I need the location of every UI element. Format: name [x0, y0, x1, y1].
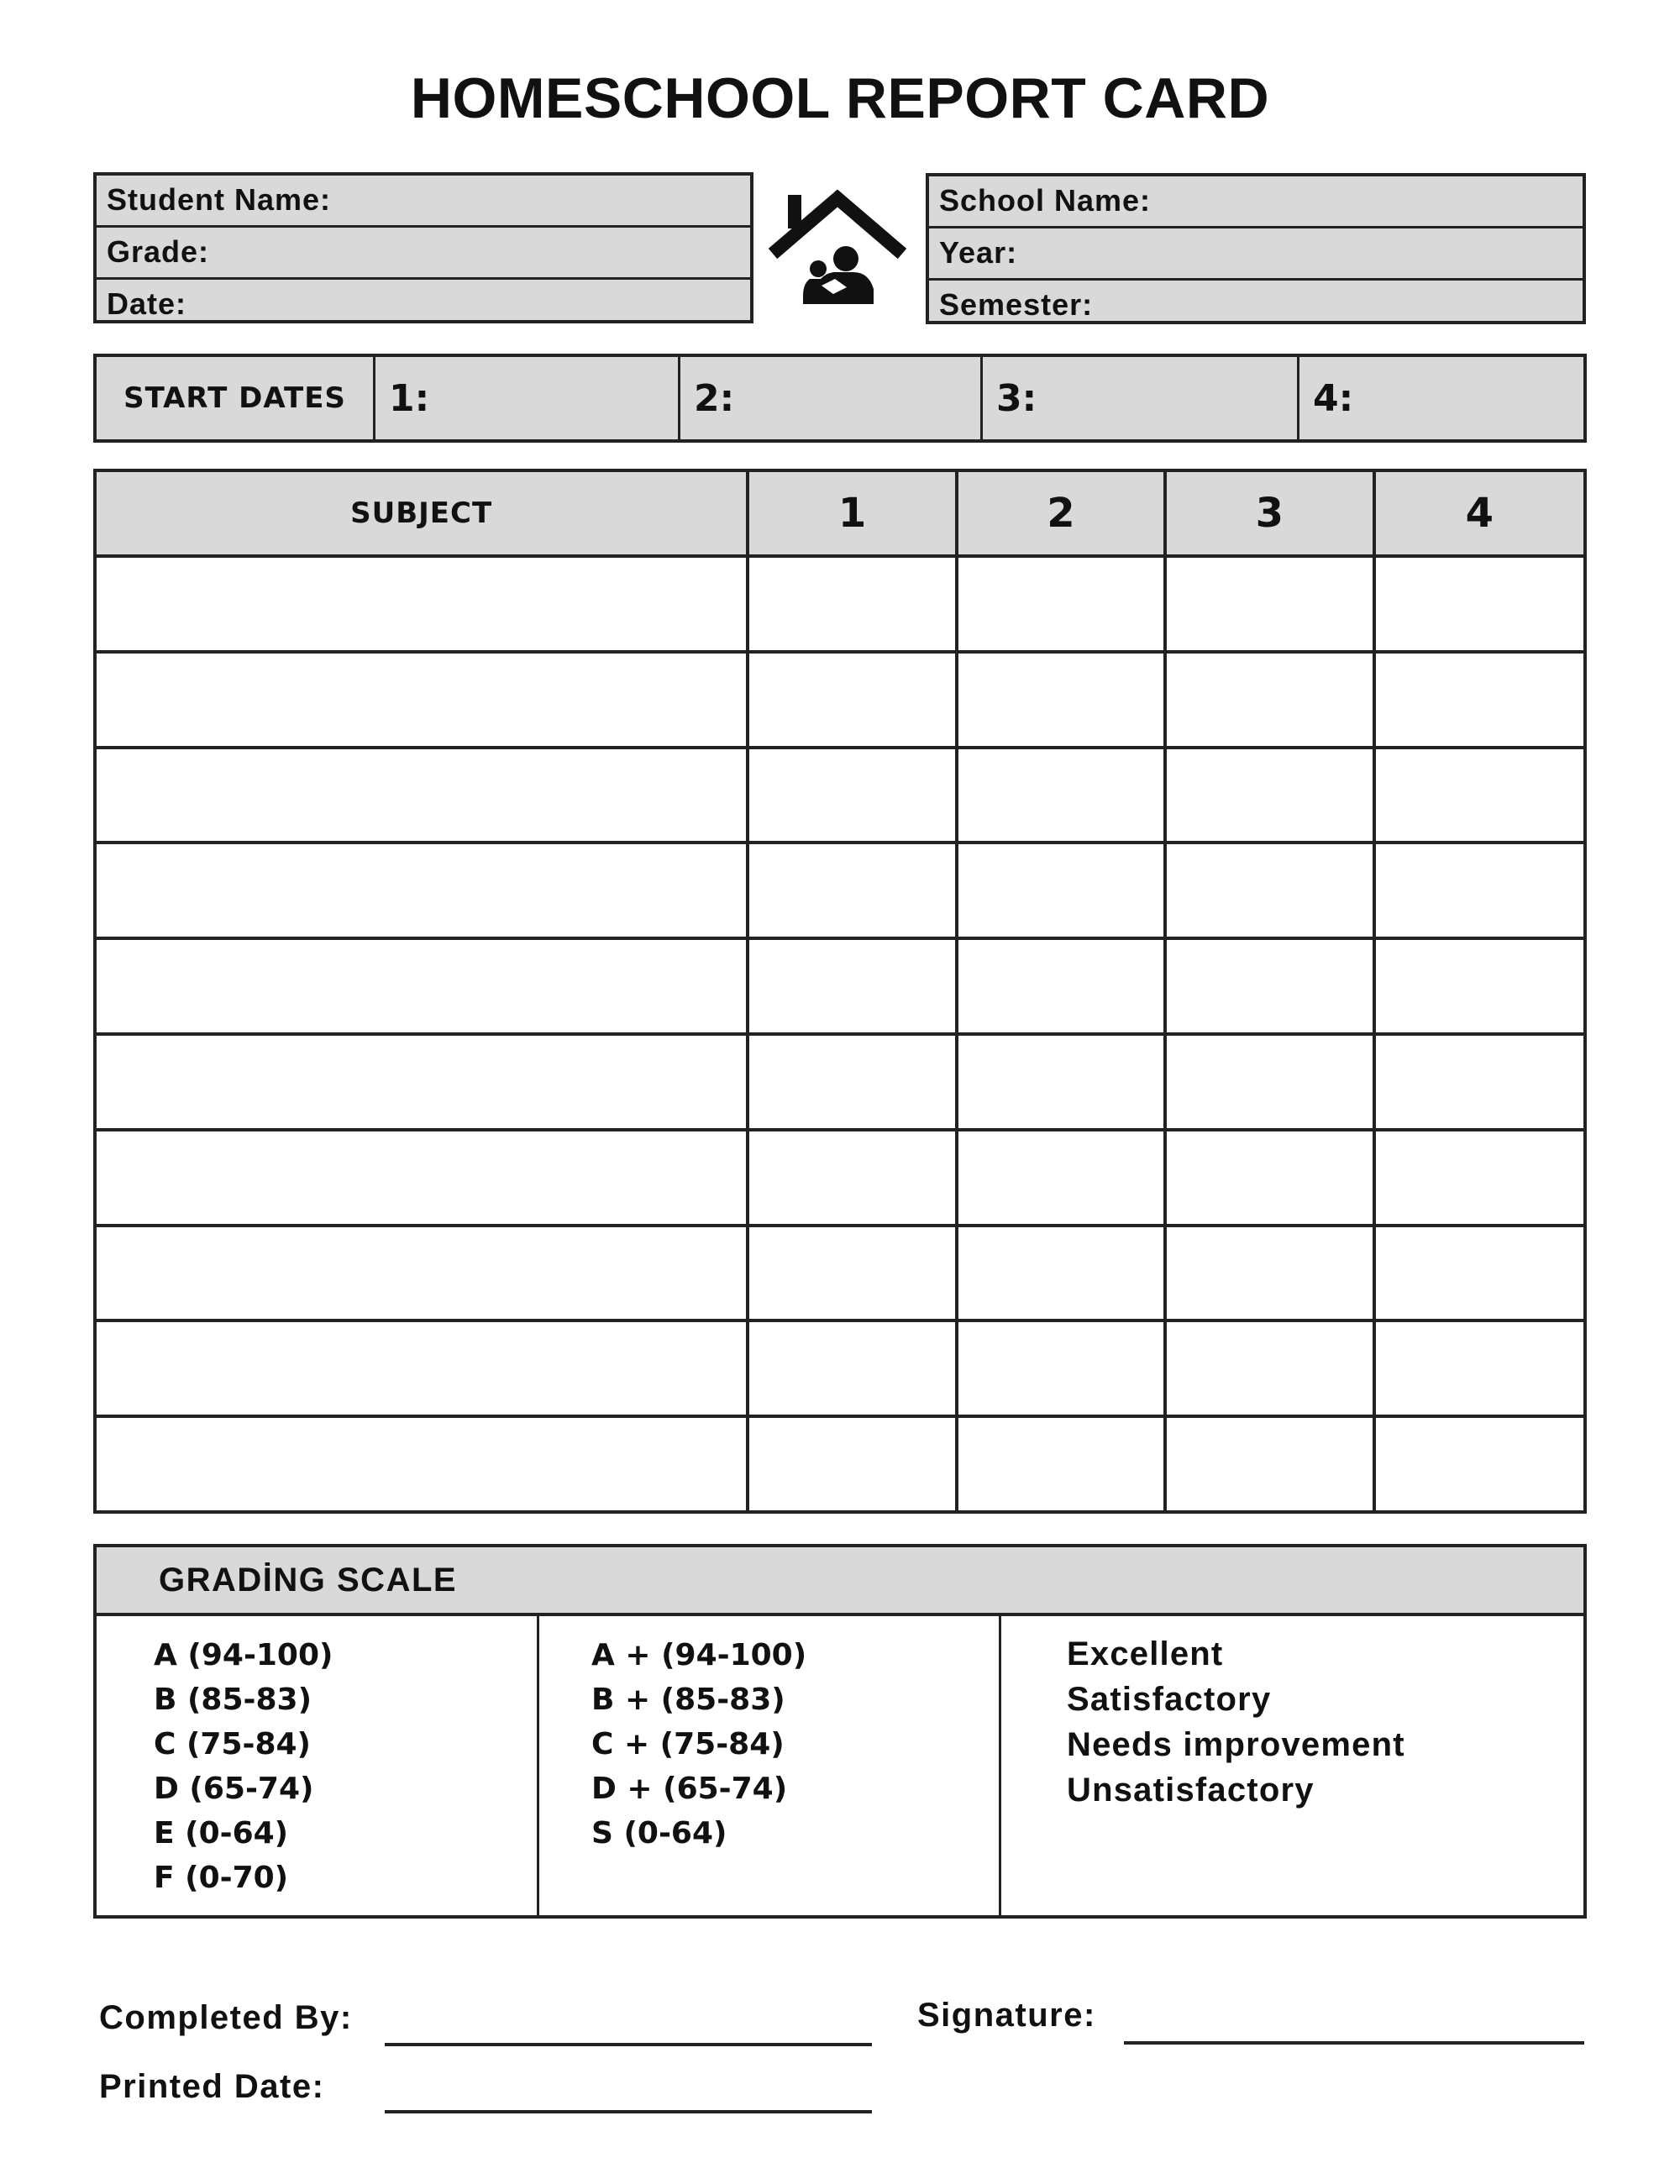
grade-cell[interactable] [1165, 938, 1373, 1034]
start-date-2-field[interactable]: 2: [680, 357, 983, 439]
subject-cell[interactable] [95, 938, 748, 1034]
grades-table [93, 469, 1587, 1514]
grade-cell[interactable] [1374, 843, 1585, 938]
table-row [95, 1416, 1585, 1512]
printed-date-label: Printed Date: [99, 2068, 325, 2105]
grades-header-row [95, 470, 1585, 556]
grade-cell[interactable] [748, 938, 956, 1034]
plus-grade-item: S (0-64) [591, 1816, 727, 1851]
grade-cell[interactable] [1165, 1226, 1373, 1321]
grade-cell[interactable] [957, 556, 1165, 652]
grade-cell[interactable] [1374, 938, 1585, 1034]
completed-by-label: Completed By: [99, 1999, 353, 2036]
table-row [95, 652, 1585, 748]
letter-grade-item: A (94-100) [154, 1638, 333, 1672]
table-row [95, 1034, 1585, 1130]
letter-grades-list [97, 1616, 539, 1919]
grade-cell[interactable] [1374, 1226, 1585, 1321]
grade-cell[interactable] [1374, 652, 1585, 748]
subject-cell[interactable] [95, 1320, 748, 1416]
subject-cell[interactable] [95, 1226, 748, 1321]
grade-cell[interactable] [1374, 748, 1585, 843]
plus-grade-item: C + (75-84) [591, 1727, 785, 1761]
subject-cell[interactable] [95, 1034, 748, 1130]
page-title: HOMESCHOOL REPORT CARD [410, 66, 1270, 130]
grade-cell[interactable] [1374, 1034, 1585, 1130]
letter-grade-item: B (85-83) [154, 1683, 312, 1717]
grade-cell[interactable] [957, 652, 1165, 748]
subject-cell[interactable] [95, 652, 748, 748]
plus-grade-item: B + (85-83) [591, 1683, 785, 1717]
plus-grade-item: A + (94-100) [591, 1638, 807, 1672]
plus-grade-item: D + (65-74) [591, 1772, 788, 1806]
grade-cell[interactable] [748, 748, 956, 843]
student-name-field[interactable]: Student Name: [97, 176, 750, 228]
grade-cell[interactable] [1374, 1416, 1585, 1512]
grade-cell[interactable] [1165, 652, 1373, 748]
grade-cell[interactable] [1374, 556, 1585, 652]
year-field[interactable]: Year: [929, 228, 1583, 281]
grading-scale-title: GRADİNG SCALE [97, 1547, 1583, 1616]
grade-cell[interactable] [748, 652, 956, 748]
subject-cell[interactable] [95, 556, 748, 652]
signature-label: Signature: [917, 1997, 1096, 2034]
house-parent-child-icon [766, 185, 909, 311]
school-name-field[interactable]: School Name: [929, 176, 1583, 228]
subject-cell[interactable] [95, 843, 748, 938]
table-row [95, 938, 1585, 1034]
table-row [95, 748, 1585, 843]
grade-cell[interactable] [1165, 1320, 1373, 1416]
descriptor-item: Unsatisfactory [1067, 1772, 1315, 1809]
grade-cell[interactable] [748, 1130, 956, 1226]
subject-cell[interactable] [95, 1130, 748, 1226]
grade-cell[interactable] [957, 1034, 1165, 1130]
descriptors-list [1001, 1616, 1583, 1919]
letter-grade-item: F (0-70) [154, 1861, 289, 1895]
descriptor-item: Needs improvement [1067, 1726, 1405, 1763]
table-row [95, 1226, 1585, 1321]
grade-cell[interactable] [957, 1130, 1165, 1226]
student-info-box [93, 172, 753, 323]
grade-cell[interactable] [957, 1320, 1165, 1416]
grade-cell[interactable] [1165, 1034, 1373, 1130]
semester-field[interactable]: Semester: [939, 287, 1094, 322]
grade-cell[interactable] [748, 1226, 956, 1321]
grade-cell[interactable] [1165, 556, 1373, 652]
period-4-header: 4 [1374, 470, 1585, 556]
grade-cell[interactable] [748, 1034, 956, 1130]
grade-cell[interactable] [748, 1320, 956, 1416]
start-date-1-field[interactable]: 1: [375, 357, 680, 439]
period-1-header: 1 [748, 470, 956, 556]
grade-cell[interactable] [1374, 1320, 1585, 1416]
grade-cell[interactable] [1165, 1416, 1373, 1512]
subject-cell[interactable] [95, 748, 748, 843]
table-row [95, 556, 1585, 652]
table-row [95, 1130, 1585, 1226]
grade-cell[interactable] [1165, 843, 1373, 938]
plus-grades-list [539, 1616, 1001, 1919]
grading-scale-box [93, 1544, 1587, 1919]
signature-line[interactable] [1124, 2041, 1584, 2045]
start-dates-bar [93, 354, 1587, 443]
grade-cell[interactable] [1165, 748, 1373, 843]
subject-cell[interactable] [95, 1416, 748, 1512]
grade-cell[interactable] [748, 556, 956, 652]
printed-date-line[interactable] [385, 2110, 872, 2113]
descriptor-item: Excellent [1067, 1635, 1224, 1672]
start-date-4-field[interactable]: 4: [1313, 376, 1354, 420]
start-date-3-field[interactable]: 3: [983, 357, 1299, 439]
grade-cell[interactable] [748, 843, 956, 938]
grade-cell[interactable] [1165, 1130, 1373, 1226]
grade-cell[interactable] [957, 748, 1165, 843]
grade-cell[interactable] [957, 938, 1165, 1034]
letter-grade-item: E (0-64) [154, 1816, 289, 1851]
table-row [95, 843, 1585, 938]
subject-header: SUBJECT [95, 470, 748, 556]
school-info-box [926, 173, 1586, 324]
start-dates-label: START DATES [97, 357, 375, 439]
grade-cell[interactable] [1374, 1130, 1585, 1226]
letter-grade-item: C (75-84) [154, 1727, 311, 1761]
completed-by-line[interactable] [385, 2043, 872, 2046]
grade-cell[interactable] [957, 1226, 1165, 1321]
date-field[interactable]: Date: [107, 286, 187, 321]
descriptor-item: Satisfactory [1067, 1681, 1272, 1718]
letter-grade-item: D (65-74) [154, 1772, 314, 1806]
grade-cell[interactable] [748, 1416, 956, 1512]
grade-field[interactable]: Grade: [97, 228, 750, 280]
grade-cell[interactable] [957, 843, 1165, 938]
table-row [95, 1320, 1585, 1416]
period-2-header: 2 [957, 470, 1165, 556]
period-3-header: 3 [1165, 470, 1373, 556]
grade-cell[interactable] [957, 1416, 1165, 1512]
